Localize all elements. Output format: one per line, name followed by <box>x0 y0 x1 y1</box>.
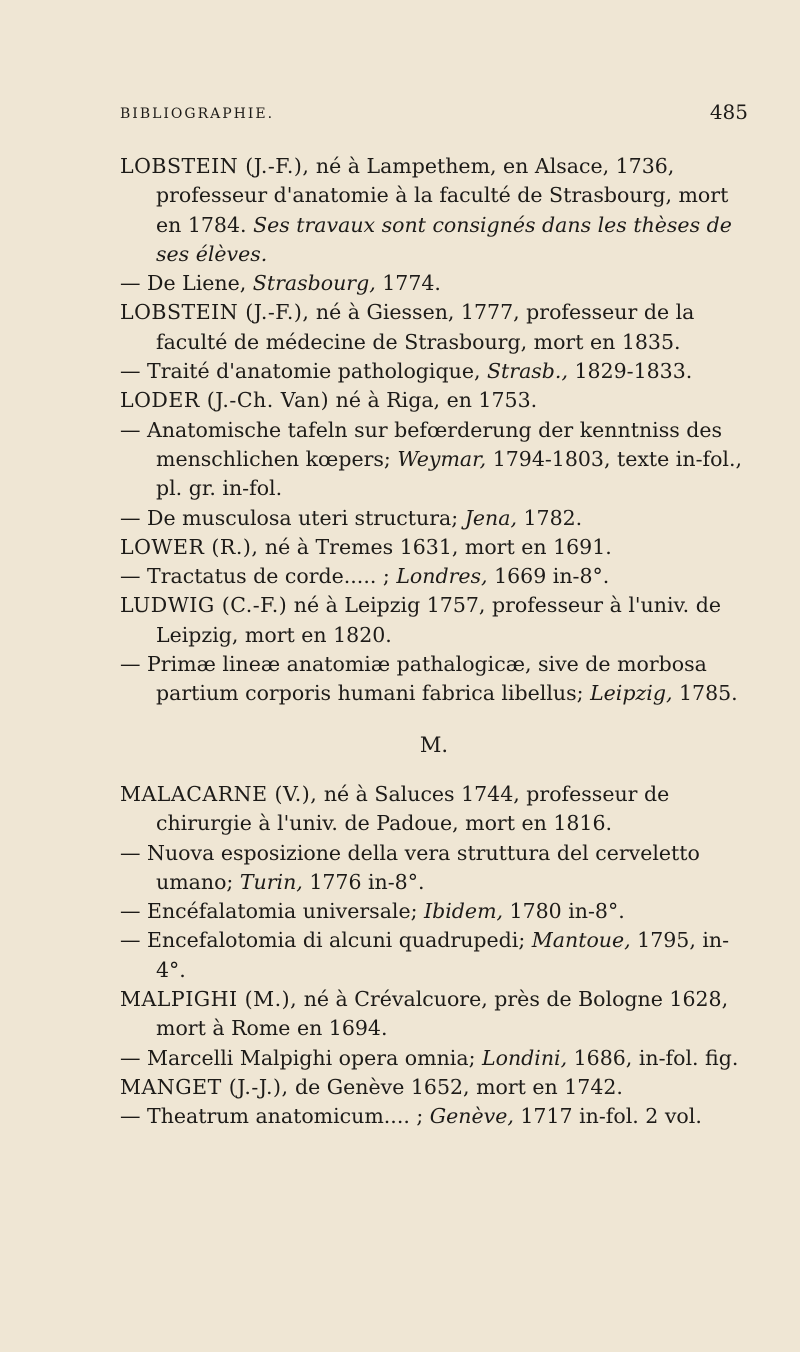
entry-name: MALPIGHI (M.), <box>120 987 298 1012</box>
work-text: — Theatrum anatomicum.... ; <box>120 1104 430 1129</box>
work-text: — Anatomische tafeln sur befœrderung der kenntniss des menschlichen kœpers; <box>120 417 723 471</box>
entry-loder <box>120 386 748 415</box>
entry-name: LUDWIG (C.-F.) <box>120 593 288 618</box>
entry-lobstein-2 <box>120 298 748 357</box>
work-primae-lineae <box>120 650 748 709</box>
work-place: Ibidem, <box>424 899 504 924</box>
work-text: — Nuova esposizione della vera struttura del cerveletto umano; <box>120 840 700 894</box>
work-text: — Encefalotomia di alcuni quadrupedi; <box>120 928 532 953</box>
entry-text: né à Leipzig 1757, professeur à l'univ. de Leipzig, mort en 1820. <box>156 593 721 647</box>
work-theatrum-anatomicum <box>120 1102 748 1131</box>
page-number: 485 <box>709 100 748 124</box>
entry-manget <box>120 1073 748 1102</box>
work-place: Jena, <box>464 505 517 530</box>
work-place: Leipzig, <box>590 681 673 706</box>
work-place: Genève, <box>429 1104 514 1129</box>
work-text: — Marcelli Malpighi opera omnia; <box>120 1045 482 1070</box>
work-date: 1776 in-8°. <box>302 869 425 894</box>
work-date: 1717 in-fol. 2 vol. <box>513 1104 702 1129</box>
work-text: — Primæ lineæ anatomiæ pathalogicæ, sive de morbosa partium corporis humani fabrica libellus; <box>120 652 707 706</box>
work-date: 1780 in-8°. <box>503 899 625 924</box>
work-date: 1782. <box>516 505 583 530</box>
work-date: 1785. <box>672 681 738 706</box>
entry-italic: Ses travaux sont consignés dans les thèses de ses élèves. <box>156 212 732 266</box>
entry-name: MALACARNE (V.), <box>120 781 318 806</box>
running-head: BIBLIOGRAPHIE. <box>120 106 275 122</box>
work-date: 1774. <box>375 271 441 296</box>
entry-lower <box>120 533 748 562</box>
entry-text: né à Riga, en 1753. <box>329 388 538 413</box>
work-place: Turin, <box>239 869 303 894</box>
entry-name: LOWER (R.), <box>120 534 259 559</box>
work-date: 1795, in-4°. <box>156 928 730 982</box>
page-body <box>120 152 748 1132</box>
work-text: — Tractatus de corde..... ; <box>120 564 397 589</box>
entry-name: LODER (J.-Ch. Van) <box>120 388 330 413</box>
entry-text: né à Tremes 1631, mort en 1691. <box>258 534 612 559</box>
work-text: — Traité d'anatomie pathologique, <box>120 359 487 384</box>
work-date: 1686, in-fol. fig. <box>567 1045 739 1070</box>
entry-text: né à Giessen, 1777, professeur de la faculté de médecine de Strasbourg, mort en 1835. <box>156 300 695 354</box>
work-encefalatomia <box>120 897 748 926</box>
work-place: Strasbourg, <box>252 271 376 296</box>
work-opera-omnia <box>120 1044 748 1073</box>
work-place: Londres, <box>396 564 488 589</box>
work-nuova-esposizione <box>120 839 748 898</box>
work-date: 1669 in-8°. <box>487 564 610 589</box>
entry-name: LOBSTEIN (J.-F.), <box>120 154 310 178</box>
work-tractatus-de-corde <box>120 562 748 591</box>
work-de-liene <box>120 269 748 298</box>
work-place: Londini, <box>482 1045 568 1070</box>
entry-malpighi <box>120 985 748 1044</box>
work-place: Strasb., <box>486 359 568 384</box>
entry-text: né à Lampethem, en Alsace, 1736, professeur d'anatomie à la faculté de Strasbourg, mort en 1784. <box>156 154 729 237</box>
work-date: 1829-1833. <box>567 359 693 384</box>
work-text: — Encéfalatomia universale; <box>120 899 425 924</box>
entry-text: né à Saluces 1744, professeur de chirurgie à l'univ. de Padoue, mort en 1816. <box>156 781 670 836</box>
work-musculosa-uteri <box>120 504 748 533</box>
work-date: 1794-1803, texte in-fol., pl. gr. in-fol. <box>156 446 743 501</box>
work-traite-anatomie <box>120 357 748 386</box>
work-place: Mantoue, <box>531 928 631 953</box>
work-anatomische-tafeln <box>120 416 748 504</box>
entry-text: de Genève 1652, mort en 1742. <box>288 1074 623 1099</box>
work-text: — De Liene, <box>120 271 253 296</box>
entry-ludwig <box>120 591 748 650</box>
entry-name: MANGET (J.-J.), <box>120 1074 289 1099</box>
entry-lobstein-1 <box>120 152 748 269</box>
work-text: — De musculosa uteri structura; <box>120 505 465 530</box>
entry-malacarne <box>120 780 748 839</box>
section-letter: M. <box>419 732 449 757</box>
entry-text: né à Crévalcuore, près de Bologne 1628, mort à Rome en 1694. <box>156 987 729 1041</box>
work-place: Weymar, <box>397 446 487 471</box>
work-encefalotomia <box>120 926 748 985</box>
entry-name: LOBSTEIN (J.-F.), <box>120 300 310 325</box>
